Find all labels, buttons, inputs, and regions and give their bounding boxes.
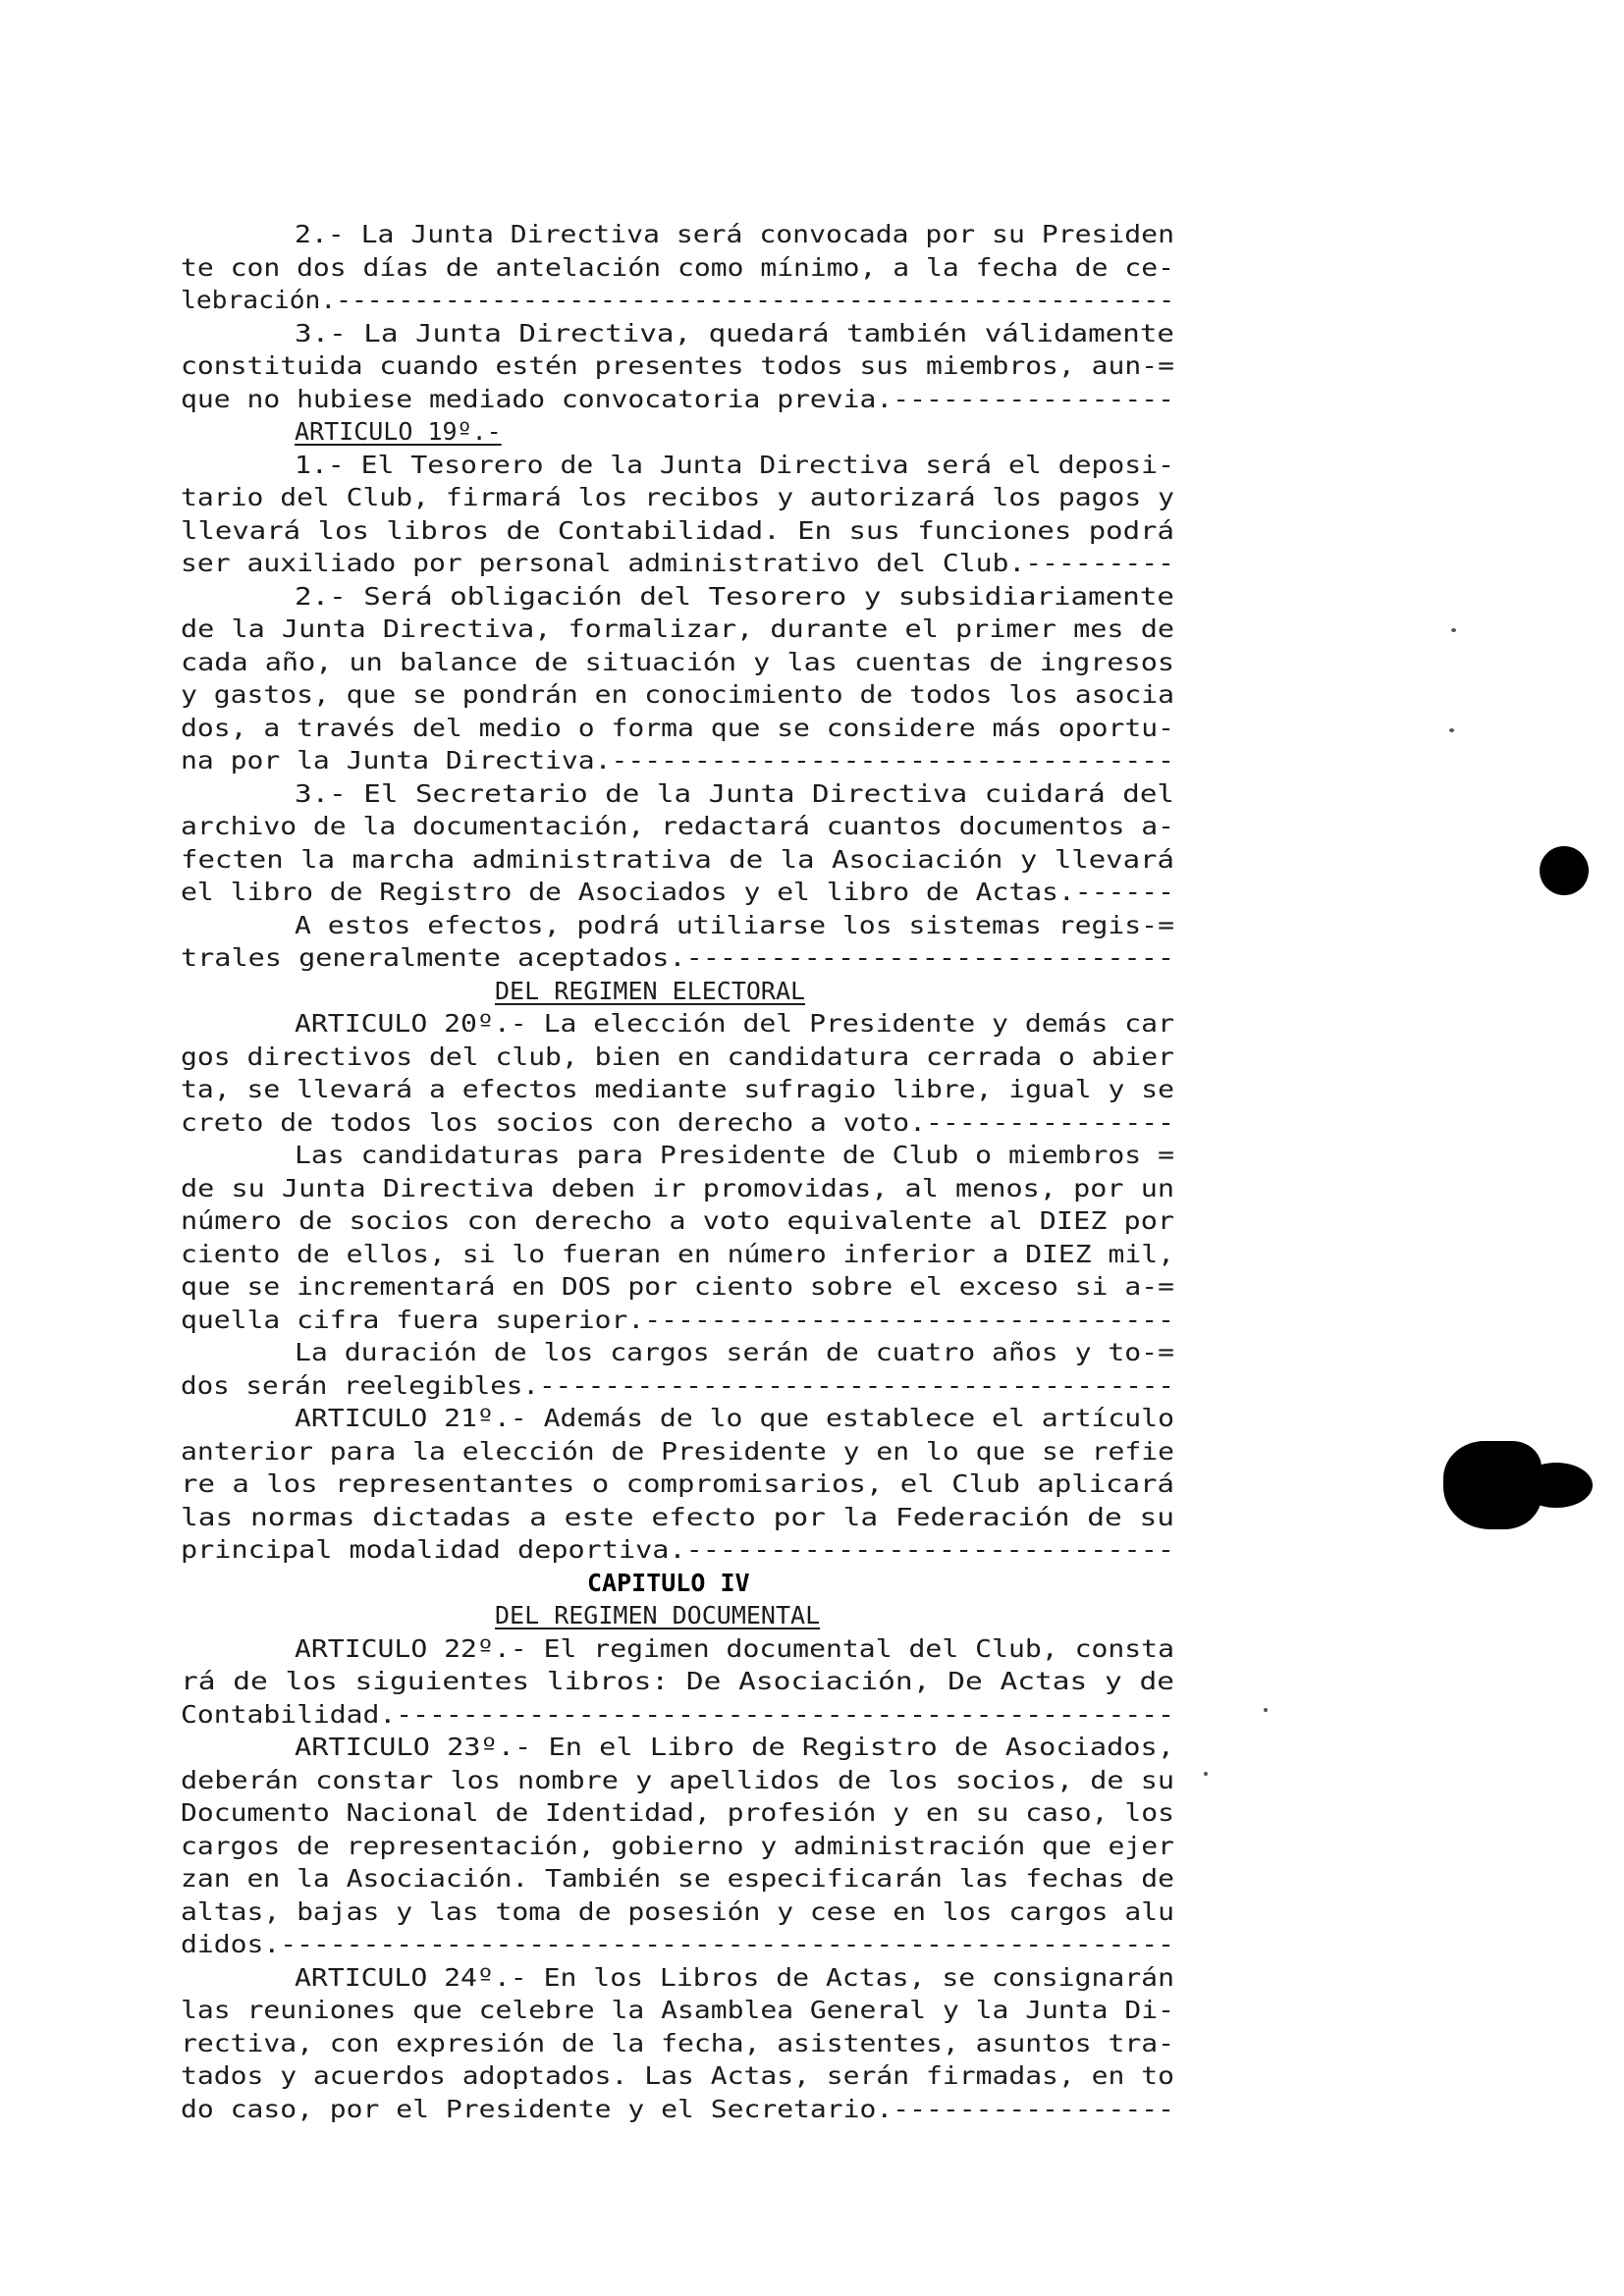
document-line	[181, 975, 1174, 1008]
document-line-text: do caso, por el Presidente y el Secretario.-----------------	[181, 2094, 1174, 2123]
document-line	[181, 284, 1174, 317]
punch-hole-mark	[1540, 846, 1589, 895]
document-line-text: ARTICULO 21º.- Además de lo que establece el artículo	[295, 1404, 1174, 1432]
document-line	[181, 251, 1174, 285]
document-line	[181, 383, 1174, 416]
document-line-text: DEL REGIMEN DOCUMENTAL	[495, 1601, 821, 1629]
document-line	[181, 1533, 1174, 1567]
document-line	[181, 1961, 1174, 1995]
document-line-text: dos, a través del medio o forma que se considere más oportu-	[181, 713, 1174, 742]
document-line-text: Contabilidad.-----------------------------------------------	[181, 1699, 1174, 1729]
document-line-text: na por la Junta Directiva.----------------------------------	[181, 746, 1174, 774]
document-line-text: quella cifra fuera superior.--------------------------------	[181, 1305, 1174, 1334]
speck-mark	[1204, 1772, 1208, 1776]
document-line-text: que no hubiese mediado convocatoria previa.-----------------	[181, 384, 1174, 413]
document-line	[181, 449, 1174, 482]
document-line-text: Documento Nacional de Identidad, profesión y en su caso, los	[181, 1798, 1174, 1827]
document-line-text: zan en la Asociación. También se especificarán las fechas de	[181, 1864, 1174, 1893]
document-line	[181, 646, 1174, 679]
document-line-text: Las candidaturas para Presidente de Club o miembros =	[295, 1141, 1174, 1169]
document-line-text: 3.- La Junta Directiva, quedará también válidamente	[295, 318, 1174, 347]
document-line	[181, 876, 1174, 909]
document-line	[181, 580, 1174, 614]
speck-mark	[1264, 1708, 1268, 1712]
document-line	[181, 1369, 1174, 1403]
document-line	[181, 415, 1174, 449]
document-line-text: La duración de los cargos serán de cuatro años y to-=	[295, 1338, 1174, 1366]
document-line	[181, 941, 1174, 975]
document-line-text: altas, bajas y las toma de posesión y cese en los cargos alu	[181, 1896, 1174, 1926]
document-line-text: creto de todos los socios con derecho a voto.---------------	[181, 1107, 1174, 1137]
document-line	[181, 317, 1174, 350]
document-line	[181, 712, 1174, 745]
document-line-text: tario del Club, firmará los recibos y autorizará los pagos y	[181, 483, 1174, 511]
document-line-text: 3.- El Secretario de la Junta Directiva cuidará del	[295, 778, 1174, 808]
document-line-text: cada año, un balance de situación y las cuentas de ingresos	[181, 647, 1175, 676]
document-line	[181, 843, 1174, 877]
document-line	[181, 218, 1174, 251]
document-line	[181, 1041, 1174, 1074]
document-line-text: fecten la marcha administrativa de la Asociación y llevará	[181, 844, 1174, 874]
document-line	[181, 1172, 1174, 1205]
document-line-text: trales generalmente aceptados.-----------------------------	[181, 943, 1175, 972]
document-line	[181, 1862, 1174, 1896]
document-line	[181, 514, 1174, 548]
document-line	[181, 1698, 1174, 1732]
document-line-text: archivo de la documentación, redactará cuantos documentos a-	[181, 812, 1174, 840]
document-line	[181, 2027, 1174, 2060]
document-line	[181, 2059, 1174, 2093]
document-line-text: 2.- La Junta Directiva será convocada por su Presiden	[295, 220, 1174, 248]
document-line	[181, 1632, 1174, 1666]
document-line-text: ARTICULO 24º.- En los Libros de Actas, se consignarán	[295, 1962, 1174, 1992]
document-line	[181, 1435, 1174, 1468]
document-line	[181, 481, 1174, 514]
document-line-text: te con dos días de antelación como mínimo, a la fecha de ce-	[181, 252, 1174, 282]
document-line	[181, 1665, 1174, 1698]
document-line-text: ciento de ellos, si lo fueran en número inferior a DIEZ mil,	[181, 1239, 1174, 1268]
document-line	[181, 1304, 1174, 1337]
document-line	[181, 1468, 1174, 1501]
document-line-text: ARTICULO 19º.-	[295, 417, 502, 446]
document-line	[181, 613, 1174, 646]
document-line-text: CAPITULO IV	[587, 1568, 750, 1597]
document-line	[181, 1501, 1174, 1534]
document-line	[181, 1106, 1174, 1140]
document-line-text: llevará los libros de Contabilidad. En sus funciones podrá	[181, 515, 1174, 545]
document-line-text: las reuniones que celebre la Asamblea General y la Junta Di-	[181, 1996, 1174, 2024]
document-line	[181, 349, 1174, 383]
document-line	[181, 678, 1174, 712]
document-line	[181, 909, 1174, 942]
document-line-text: A estos efectos, podrá utiliarse los sistemas regis-=	[295, 910, 1174, 939]
document-line	[181, 1073, 1174, 1106]
document-line-text: ARTICULO 20º.- La elección del Presidente y demás car	[295, 1009, 1174, 1038]
document-line	[181, 2093, 1174, 2126]
document-line-text: las normas dictadas a este efecto por la Federación de su	[181, 1502, 1175, 1531]
document-line	[181, 1007, 1174, 1041]
document-line-text: re a los representantes o compromisarios, el Club aplicará	[181, 1469, 1174, 1498]
document-line-text: número de socios con derecho a voto equivalente al DIEZ por	[181, 1206, 1175, 1235]
document-line-text: de la Junta Directiva, formalizar, durante el primer mes de	[181, 614, 1175, 643]
document-line-text: rá de los siguientes libros: De Asociación, De Actas y de	[181, 1667, 1175, 1695]
document-line	[181, 1567, 1174, 1600]
document-line	[181, 1599, 1174, 1632]
document-line-text: ARTICULO 23º.- En el Libro de Registro de Asociados,	[295, 1733, 1175, 1761]
document-line	[181, 744, 1174, 777]
document-line-text: dos serán reelegibles.---------------------------------------	[181, 1370, 1174, 1400]
document-line	[181, 1204, 1174, 1238]
document-line-text: rectiva, con expresión de la fecha, asistentes, asuntos tra-	[181, 2028, 1174, 2057]
document-line-text: ARTICULO 22º.- El regimen documental del Club, consta	[295, 1633, 1174, 1663]
document-line	[181, 1896, 1174, 1929]
document-line-text: ta, se llevará a efectos mediante sufragio libre, igual y se	[181, 1075, 1174, 1103]
document-line-text: constituida cuando estén presentes todos sus miembros, aun-=	[181, 351, 1174, 380]
document-line	[181, 777, 1174, 811]
document-line	[181, 547, 1174, 580]
document-line	[181, 1731, 1174, 1764]
document-line-text: de su Junta Directiva deben ir promovidas, al menos, por un	[181, 1173, 1175, 1202]
document-line	[181, 1994, 1174, 2027]
document-line-text: ser auxiliado por personal administrativo del Club.---------	[181, 549, 1174, 577]
ink-blot-tail	[1520, 1463, 1593, 1508]
document-line-text: anterior para la elección de Presidente y en lo que se refie	[181, 1436, 1174, 1466]
document-line	[181, 1764, 1174, 1797]
document-line-text: tados y acuerdos adoptados. Las Actas, serán firmadas, en to	[181, 2061, 1174, 2090]
document-line	[181, 1928, 1174, 1961]
document-line	[181, 1402, 1174, 1435]
typed-document-page	[181, 218, 1174, 2125]
document-line	[181, 1270, 1174, 1304]
document-line	[181, 1830, 1174, 1863]
document-line-text: 1.- El Tesorero de la Junta Directiva será el deposi-	[295, 450, 1174, 479]
document-line-text: DEL REGIMEN ELECTORAL	[495, 976, 806, 1005]
document-line-text: cargos de representación, gobierno y administración que ejer	[181, 1831, 1174, 1860]
document-line-text: gos directivos del club, bien en candidatura cerrada o abier	[181, 1041, 1174, 1071]
document-line-text: principal modalidad deportiva.-----------------------------	[181, 1535, 1175, 1564]
document-line-text: y gastos, que se pondrán en conocimiento de todos los asocia	[181, 680, 1174, 709]
speck-mark	[1449, 728, 1454, 732]
document-line	[181, 1796, 1174, 1830]
document-line-text: el libro de Registro de Asociados y el libro de Actas.------	[181, 878, 1174, 906]
document-line	[181, 810, 1174, 843]
document-line-text: 2.- Será obligación del Tesorero y subsidiariamente	[295, 581, 1174, 611]
document-line	[181, 1238, 1174, 1271]
speck-mark	[1451, 628, 1456, 632]
document-line-text: que se incrementará en DOS por ciento sobre el exceso si a-=	[181, 1272, 1174, 1301]
document-line-text: didos.------------------------------------------------------	[181, 1930, 1174, 1958]
document-line-text: deberán constar los nombre y apellidos de los socios, de su	[181, 1765, 1175, 1794]
document-line	[181, 1336, 1174, 1369]
document-line-text: lebración.------------------------------------------------------	[181, 286, 1175, 314]
document-line	[181, 1139, 1174, 1172]
